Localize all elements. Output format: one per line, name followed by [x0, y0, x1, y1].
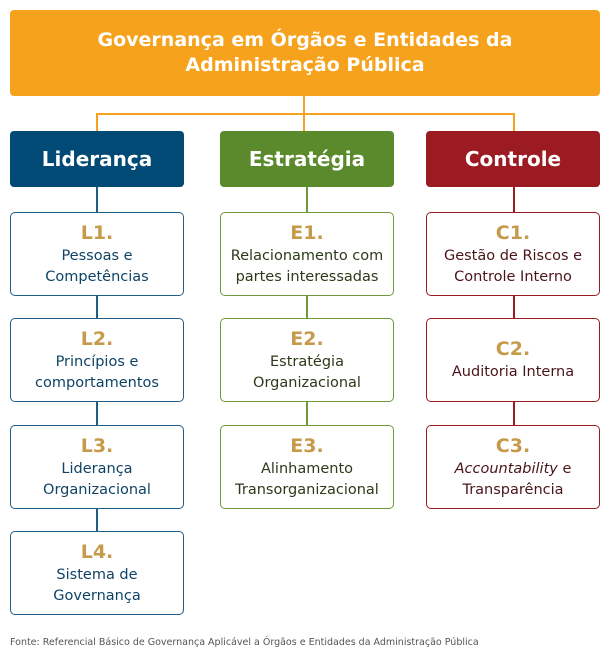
box-e1-code: E1. [290, 221, 324, 244]
connector-to-controle [513, 113, 515, 131]
header-lideranca [10, 131, 184, 187]
header-estrategia-label: Estratégia [248, 147, 366, 171]
box-e2-line1: Estratégia [270, 353, 344, 370]
box-l1-line2: Competências [45, 268, 149, 285]
connector-to-lideranca [96, 113, 98, 131]
box-l4 [10, 531, 184, 615]
connector-horizontal [96, 113, 514, 115]
box-l4-line2: Governança [53, 587, 141, 604]
box-e1-line1: Relacionamento com [230, 247, 384, 264]
box-e3-code: E3. [290, 434, 324, 457]
box-l1 [10, 212, 184, 296]
header-estrategia [220, 131, 394, 187]
diagram-title-line1: Governança em Órgãos e Entidades da [97, 29, 513, 51]
box-e1-line2: partes interessadas [235, 268, 379, 285]
header-controle [426, 131, 600, 187]
box-e3-line1: Alinhamento [260, 460, 354, 477]
box-c3-line1 [455, 459, 572, 480]
box-c3 [426, 425, 600, 509]
connector-title-down [303, 96, 305, 114]
box-e2-code: E2. [290, 327, 324, 350]
box-c1 [426, 212, 600, 296]
diagram-title-line2: Administração Pública [185, 54, 425, 76]
box-l4-line1: Sistema de [56, 566, 138, 583]
box-l3-code: L3. [80, 434, 114, 457]
box-l2-code: L2. [80, 327, 114, 350]
box-l2 [10, 318, 184, 402]
box-l1-code: L1. [80, 221, 114, 244]
connector-to-estrategia [303, 113, 305, 131]
box-l3 [10, 425, 184, 509]
box-c2-code: C2. [495, 338, 531, 360]
box-c3-accountability: Accountability [454, 460, 558, 477]
box-e2 [220, 318, 394, 402]
header-lideranca-label: Liderança [41, 147, 153, 171]
box-c1-code: C1. [495, 221, 531, 244]
box-c1-line2: Controle Interno [454, 268, 572, 285]
box-e3 [220, 425, 394, 509]
box-c2-line1: Auditoria Interna [451, 364, 575, 380]
box-l1-line1: Pessoas e [61, 247, 133, 264]
box-l2-line2: comportamentos [35, 374, 159, 391]
box-l2-line1: Princípios e [55, 353, 139, 370]
header-controle-label: Controle [464, 147, 562, 171]
box-c3-line2: Transparência [462, 481, 564, 498]
box-e2-line2: Organizacional [253, 374, 361, 391]
box-e1 [220, 212, 394, 296]
source-footnote: Fonte: Referencial Básico de Governança Aplicável a Órgãos e Entidades da Administração Pública [10, 637, 479, 648]
box-l4-code: L4. [80, 540, 114, 563]
box-c3-line1-rest: e [557, 460, 572, 477]
box-e3-line2: Transorganizacional [235, 481, 379, 498]
diagram-title-banner [10, 10, 600, 96]
box-c1-line1: Gestão de Riscos e [443, 247, 583, 264]
box-c3-code: C3. [495, 434, 531, 457]
box-l3-line2: Organizacional [43, 481, 151, 498]
box-l3-line1: Liderança [61, 460, 133, 477]
box-c2 [426, 318, 600, 402]
